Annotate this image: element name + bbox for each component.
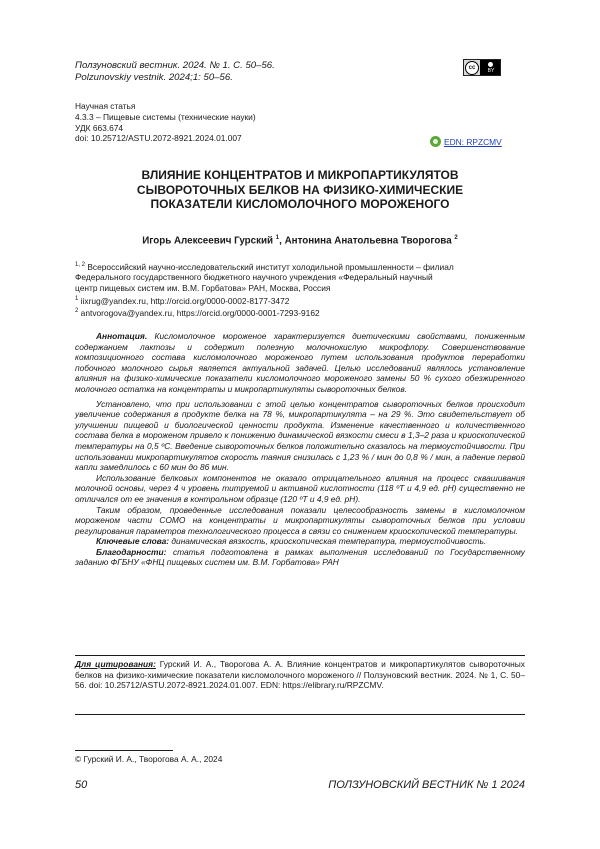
contact-1: $^1$ iixrug@yandex.ru, http://orcid.org/0000-0002-8177-3472: [75, 295, 290, 306]
doi[interactable]: doi: 10.25712/ASTU.2072-8921.2024.01.007: [75, 133, 242, 144]
keywords: Ключевые слова: динамическая вязкость, криоскопическая температура, термоустойчивость.: [96, 536, 487, 547]
cc-license-badge[interactable]: [463, 59, 501, 76]
citation-block: [75, 659, 525, 691]
citation-label: Для цитирования:: [75, 659, 156, 669]
affiliations: [75, 260, 525, 318]
footnote-rule: [75, 750, 173, 751]
author-separator: ,: [279, 235, 285, 247]
acknowledgements: Благодарности: статья подготовлена в рамках выполнения исследований по Государственному заданию ФГБНУ «ФНЦ пищевых систем им. В.М. Горбатова» РАН: [75, 546, 525, 568]
affiliation-line-1: $^{1, 2}$ Всероссийский научно-исследовательский институт холодильной промышленности – филиал: [75, 261, 454, 272]
affiliation-line-3: центр пищевых систем им. В.М. Горбатова» РАН, Москва, Россия: [75, 282, 331, 293]
journal-reference: [75, 60, 275, 84]
title-line-1: ВЛИЯНИЕ КОНЦЕНТРАТОВ И МИКРОПАРТИКУЛЯТОВ: [141, 168, 459, 182]
contact-2: $^2$ antvorogova@yandex.ru, https://orcid.org/0000-0001-7293-9162: [75, 307, 320, 318]
affiliation-sup: 1, 2: [75, 262, 86, 268]
abstract-paragraph-1: Аннотация. Кисломолочное мороженое характеризуется диетическими свойствами, пониженным содержанием лактозы и содержит полезную молочнокислую микрофлору. Совершенствование композиционного состава кисломолочного мороженого путем использования продуктов переработки побочного молочного сырья является актуальной задачей. Целью исследований являлось установление влияния на физико-химические показатели кисломолочного мороженого замены 50 % сухого обезжиренного молочного остатка на концентраты и микропартикуляты сывороточных белков.: [75, 331, 525, 394]
title-line-2: СЫВОРОТОЧНЫХ БЕЛКОВ НА ФИЗИКО-ХИМИЧЕСКИЕ: [136, 182, 464, 197]
abstract-paragraph-4: Таким образом, проведенные исследования показали целесообразность замены в кисломолочном мороженом части СОМО на концентраты и микропартикуляты сывороточных белков при условии регулирования параметров технологического процесса в связи со снижением криоскопической температуры.: [75, 504, 525, 536]
by-label: BY: [487, 68, 495, 74]
author-2: Антонина Анатольевна Творогова: [284, 235, 452, 247]
attribution-person-icon: [488, 62, 493, 67]
acknowledgements-label: Благодарности:: [96, 546, 167, 557]
citation-bottom-rule: [75, 714, 525, 715]
abstract-paragraph-2: Установлено, что при использовании с этой целью концентратов сывороточных белков происходит увеличение содержания в продукте белка на 78 %, микропартикулята – на 29 %. Это свидетельствует об улучшении пищевой и биологической ценности продукта. Изменение качественного и количественного состава белка в мороженом привело к понижению динамической вязкости смеси в 1,3–2 раза и криоскопической температуры на 0,5 ºС. Введение сывороточных белков положительно сказалось на термоустойчивости. При использовании микропартикулятов скорость таяния снизилась с 1,23 % / мин до 0,8 % / мин, а падение первой капли замедлилось с 60 мин до 86 мин.: [75, 398, 525, 473]
affiliation-line-2: Федерального государственного бюджетного научного учреждения «Федеральный научный: [75, 272, 433, 283]
edn-link[interactable]: EDN: RPZCMV: [444, 136, 502, 147]
journal-reference-ru: Ползуновский вестник. 2024. № 1. С. 50–56.: [75, 60, 275, 71]
article-type: Научная статья: [75, 101, 136, 111]
title-line-3: ПОКАЗАТЕЛИ КИСЛОМОЛОЧНОГО МОРОЖЕНОГО: [150, 197, 450, 211]
abstract-label: Аннотация.: [96, 331, 148, 341]
author-2-affiliation: 2: [454, 235, 458, 241]
citation-top-rule: [75, 655, 525, 656]
specialty-code: 4.3.3 – Пищевые системы (технические науки): [75, 111, 256, 122]
authors: [75, 235, 525, 246]
article-title: [75, 168, 525, 212]
abstract-paragraph-3: Использование белковых компонентов не оказало отрицательного влияния на процесс сквашивания молочной основы, через 4 ч уровень титруемой и активной кислотности (118 ºТ и 4,9 ед. рН) существенно не отличался от ее значения в контрольном образце (120 ºТ и 4,9 ед. рН).: [75, 472, 525, 504]
page-number: 50: [75, 779, 88, 791]
cc-icon: cc: [465, 61, 479, 75]
keywords-label: Ключевые слова:: [96, 536, 170, 547]
abstract: [75, 331, 525, 568]
udc-code: УДК 663.674: [75, 122, 124, 133]
author-1: Игорь Алексеевич Гурский: [142, 235, 274, 247]
journal-reference-en: Polzunovskiy vestnik. 2024;1: 50–56.: [75, 72, 233, 83]
citation-text: Гурский И. А., Творогова А. А. Влияние концентратов и микропартикулятов сывороточных белков на физико-химические показатели кисломолочного мороженого // Ползуновский вестник. 2024. № 1, С. 50–56. doi: 10.25712/ASTU.2072-8921.2024.01.007. EDN: https://elibrary.ru/RPZCMV.: [75, 659, 525, 691]
journal-footer: ПОЛЗУНОВСКИЙ ВЕСТНИК № 1 2024: [328, 779, 525, 791]
copyright: © Гурский И. А., Творогова А. А., 2024: [75, 754, 223, 764]
edn-logo-icon: [430, 136, 441, 147]
author-1-affiliation: 1: [275, 235, 280, 241]
article-meta: [75, 101, 256, 144]
edn-block: [430, 136, 502, 147]
